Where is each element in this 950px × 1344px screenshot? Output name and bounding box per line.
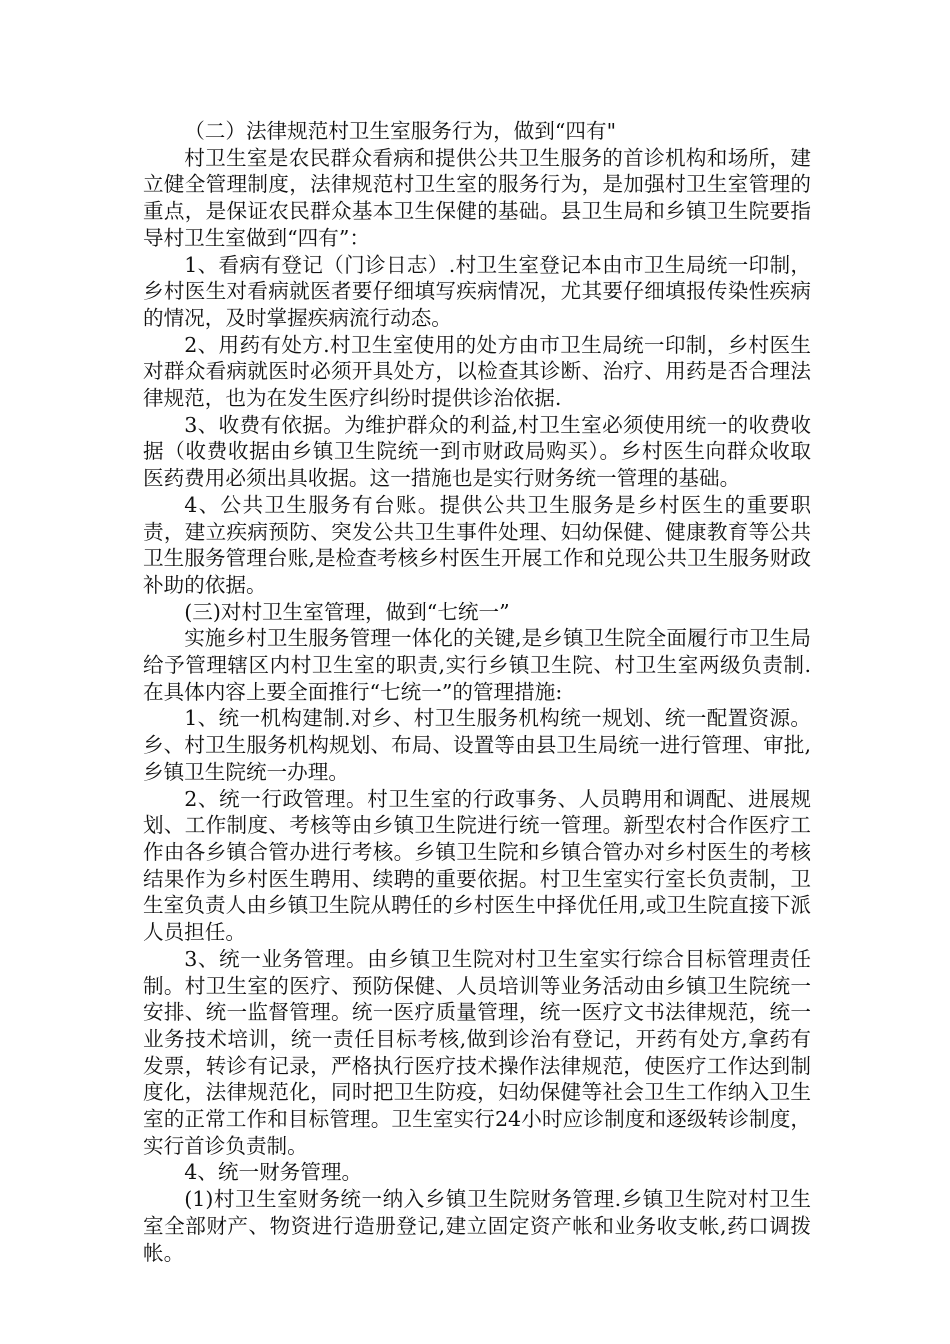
list-item: 4、统一财务管理。 bbox=[184, 1160, 363, 1185]
list-item: 3、统一业务管理。由乡镇卫生院对村卫生室实行综合目标管理责任制。村卫生室的医疗、预防保健、人员培训等业务活动由乡镇卫生院统一安排、统一监督管理。统一医疗质量管理，统一医疗文书法律规范，统一业务技术培训，统一责任目标考核,做到诊治有登记，开药有处方,拿药有发票，转诊有记录，严格执行医疗技术操作法律规范，使医疗工作达到制度化，法律规范化，同时把卫生防疫，妇幼保健等社会卫生工作纳入卫生室的正常工作和目标管理。卫生室实行24小时应诊制度和逐级转诊制度，实行首诊负责制。 bbox=[143, 946, 811, 1158]
list-item: 1、看病有登记（门诊日志）.村卫生室登记本由市卫生局统一印制，乡村医生对看病就医者要仔细填写疾病情况，尤其要仔细填报传染性疾病的情况，及时掌握疾病流行动态。 bbox=[143, 252, 811, 330]
list-item: 2、用药有处方.村卫生室使用的处方由市卫生局统一印制，乡村医生对群众看病就医时必须开具处方，以检查其诊断、治疗、用药是否合理法律规范，也为在发生医疗纠纷时提供诊治依据. bbox=[143, 332, 811, 411]
list-item: 1、统一机构建制.对乡、村卫生服务机构统一规划、统一配置资源。乡、村卫生服务机构规划、布局、设置等由县卫生局统一进行管理、审批,乡镇卫生院统一办理。 bbox=[143, 706, 811, 784]
list-item: 2、统一行政管理。村卫生室的行政事务、人员聘用和调配、进展规划、工作制度、考核等由乡镇卫生院进行统一管理。新型农村合作医疗工作由各乡镇合管办进行考核。乡镇卫生院和乡镇合管办对乡村医生的考核结果作为乡村医生聘用、续聘的重要依据。村卫生室实行室长负责制，卫生室负责人由乡镇卫生院从聘任的乡村医生中择优任用,或卫生院直接下派人员担任。 bbox=[143, 786, 811, 945]
sub-list-item: (1)村卫生室财务统一纳入乡镇卫生院财务管理.乡镇卫生院对村卫生室全部财产、物资进行造册登记,建立固定资产帐和业务收支帐,药口调拨帐。 bbox=[143, 1187, 811, 1265]
paragraph: 村卫生室是农民群众看病和提供公共卫生服务的首诊机构和场所，建立健全管理制度，法律规范村卫生室的服务行为，是加强村卫生室管理的重点，是保证农民群众基本卫生保健的基础。县卫生局和乡镇卫生院要指导村卫生室做到“四有”： bbox=[143, 145, 811, 250]
section-heading-2: （二）法律规范村卫生室服务行为，做到“四有" bbox=[184, 119, 617, 143]
section-heading-3: (三)对村卫生室管理，做到“七统一” bbox=[184, 599, 510, 624]
list-item: 4、公共卫生服务有台账。提供公共卫生服务是乡村医生的重要职责，建立疾病预防、突发公共卫生事件处理、妇幼保健、健康教育等公共卫生服务管理台账,是检查考核乡村医生开展工作和兑现公共卫生服务财政补助的依据。 bbox=[143, 492, 811, 597]
document-body bbox=[143, 118, 811, 1266]
list-item: 3、收费有依据。为维护群众的利益,村卫生室必须使用统一的收费收据（收费收据由乡镇卫生院统一到市财政局购买）。乡村医生向群众收取医药费用必须出具收据。这一措施也是实行财务统一管理的基础。 bbox=[143, 412, 811, 491]
paragraph: 实施乡村卫生服务管理一体化的关键,是乡镇卫生院全面履行市卫生局给予管理辖区内村卫生室的职责,实行乡镇卫生院、村卫生室两级负责制.在具体内容上要全面推行“七统一”的管理措施: bbox=[143, 626, 811, 704]
